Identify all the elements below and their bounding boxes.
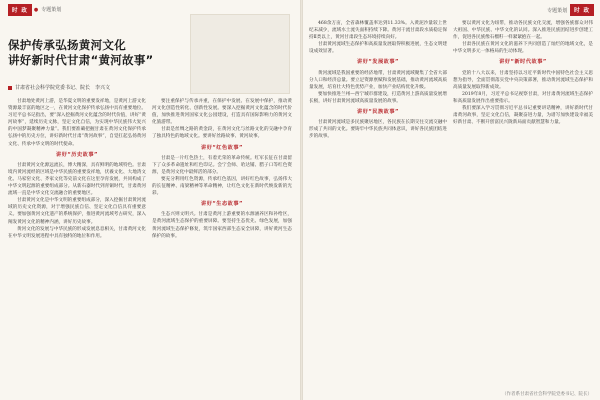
- article-title: [8, 38, 188, 68]
- title-line-2: 讲好新时代甘肃“黄河故事”: [8, 53, 154, 67]
- paragraph: 黄河文化的发展与中华民族的形成发展息息相关，甘肃黄河文化在中华文明发展进程中具有独特的地位和作用。: [8, 226, 146, 239]
- left-header: [8, 3, 61, 16]
- section-label: 专题策划: [41, 7, 62, 13]
- subheading-development: 讲好“发展故事”: [357, 59, 399, 66]
- author-footnote: （作者系甘肃省社会科学院党委书记、院长）: [502, 392, 592, 397]
- section-tag: 时 政: [570, 4, 594, 16]
- subheading-new-era: 讲好“新时代故事”: [499, 59, 547, 66]
- left-column-2: [152, 98, 292, 396]
- paragraph: 黄河流域是我国重要的经济地带，甘肃黄河流域聚集了全省大部分人口和经济总量。要立足资源禀赋和发展基础，推动黄河流域高质量发展，培育壮大特色优势产业，加快产业结构优化升级。: [309, 70, 447, 90]
- paragraph: 要注重保护与传承并重，在保护中发展、在发展中保护，推动黄河文化创造性转化、创新性发展。要深入挖掘黄河文化蕴含的时代价值，加快推进黄河国家文化公园建设，打造具有国际影响力的黄河文化旅游带。: [152, 99, 292, 126]
- author-name: 甘肃省社会科学院党委书记、院长 李兴文: [15, 85, 111, 91]
- subheading-history: 讲好“历史故事”: [56, 151, 98, 158]
- paragraph: 我们要深入学习贯彻习近平总书记重要讲话精神，讲好新时代甘肃黄河故事，坚定文化自信，凝聚奋进力量，为谱写加快建设幸福美好新甘肃、不断开创富民兴陇新局面贡献智慧和力量。: [453, 106, 593, 126]
- author-marker-icon: [8, 86, 12, 90]
- subheading-red: 讲好“红色故事”: [201, 144, 243, 151]
- paragraph: 生态兴则文明兴。甘肃是黄河上游重要的水源涵养区和补给区，是黄河流域生态保护的重要屏障。要坚持生态优先、绿色发展，加强黄河流域生态保护修复，筑牢国家西部生态安全屏障，讲好黄河生态保护的故事。: [152, 212, 292, 239]
- title-line-1: 保护传承弘扬黄河文化: [8, 38, 126, 52]
- paragraph: 甘肃黄河文化是中华文明的重要组成部分，深入挖掘甘肃黄河流域的历史文化资源，对于增强民族自信、坚定文化自信具有重要意义。要加强黄河文化遗产的系统保护，推进黄河流域考古研究，深入阐发黄河文化的精神内涵，讲好历史故事。: [8, 198, 146, 225]
- paragraph: 甘肃黄河流域生态保护和高质量发展取得积极进展，生态文明建设成效显著。: [309, 42, 447, 55]
- paragraph: 党的十八大以来，甘肃坚持以习近平新时代中国特色社会主义思想为指导，全面贯彻落实党中央决策部署，推动黄河流域生态保护和高质量发展取得新成效。: [453, 70, 593, 90]
- paragraph: 甘肃各民族在黄河文化的滋养下共同创造了灿烂的地域文化，是中华文明多元一体格局的生动体现。: [453, 42, 593, 55]
- left-column-1: [8, 98, 146, 396]
- paragraph: 甘肃地处黄河上游，是华夏文明的重要发祥地，是黄河上游文化资源最丰富的地区之一，在黄河文化保护传承弘扬中具有重要地位。习近平总书记指出，要“深入挖掘黄河文化蕴含的时代价值，讲好“黄河故事”，延续历史文脉，坚定文化自信，为实现中华民族伟大复兴的中国梦凝聚精神力量”。我们要准确把握甘肃在黄河文化保护传承弘扬中的历史方位，讲好新时代甘肃“黄河故事”，自觉扛起弘扬黄河文化、传承中华文明的时代使命。: [8, 99, 146, 147]
- header-photo: [190, 14, 290, 94]
- paragraph: 2019年8月，习近平总书记视察甘肃，对甘肃黄河流域生态保护和高质量发展作出重要指示。: [453, 91, 593, 104]
- paragraph: 甘肃是一片红色热土，有着光荣的革命传统。红军长征在甘肃留下了众多革命遗址和红色印记。会宁会师、哈达铺、腊子口等红色资源，是黄河文化中最鲜活的部分。: [152, 155, 292, 175]
- right-page: [303, 0, 600, 400]
- paragraph: 要加快推进兰州—西宁城市群建设，打造黄河上游高质量发展增长极，讲好甘肃黄河流域高质量发展的故事。: [309, 91, 447, 104]
- right-column-1: [309, 20, 447, 396]
- section-label: 专题策划: [547, 7, 568, 14]
- right-column-2: [453, 20, 593, 386]
- subheading-ecology: 讲好“生态故事”: [201, 201, 243, 208]
- subheading-ethnic: 讲好“民族故事”: [357, 109, 399, 116]
- author-byline: [8, 84, 148, 91]
- paragraph: 甘肃黄河流域是多民族聚居地区，各民族在长期交往交流交融中形成了共同的文化。要铸牢中华民族共同体意识，讲好各民族团结进步的故事。: [309, 120, 447, 140]
- section-tag: 时 政: [8, 4, 32, 16]
- right-header: [547, 4, 594, 16]
- paragraph: 甘肃黄河文化源远流长，博大精深，具有鲜明的地域特色。甘肃境内黄河流经的区域是中华民族的重要发祥地，伏羲文化、大地湾文化、马家窑文化、齐家文化等史前文化在这里孕育发展，共同构成了中华文明起源的重要组成部分。从新石器时代到青铜时代，甘肃黄河流域一直是中华文化交流融合的重要地区。: [8, 162, 146, 197]
- paragraph: 要以黄河文化为纽带，推动各民族文化交流，增强各族群众对伟大祖国、中华民族、中华文化的认同。深入推进民族团结进步创建工作，促进各民族像石榴籽一样紧紧抱在一起。: [453, 21, 593, 41]
- paragraph: 要充分利用红色资源，传承红色基因，讲好红色故事，弘扬伟大的长征精神、南梁精神等革命精神，让红色文化在新时代焕发新的光彩。: [152, 176, 292, 197]
- paragraph: 468余万亩，全省森林覆盖率达到11.33%。入黄泥沙量较上世纪末减少，流域水土流失面积持续下降。黄河干流甘肃段水质稳定保持Ⅱ类以上，黄河甘肃段生态环境持续向好。: [309, 21, 447, 41]
- paragraph: 甘肃是丝绸之路的黄金段，在黄河文化与丝路文化的交融中孕育了独具特色的地域文化。要讲好丝路故事、黄河故事。: [152, 127, 292, 140]
- separator-dot-icon: ●: [33, 6, 39, 13]
